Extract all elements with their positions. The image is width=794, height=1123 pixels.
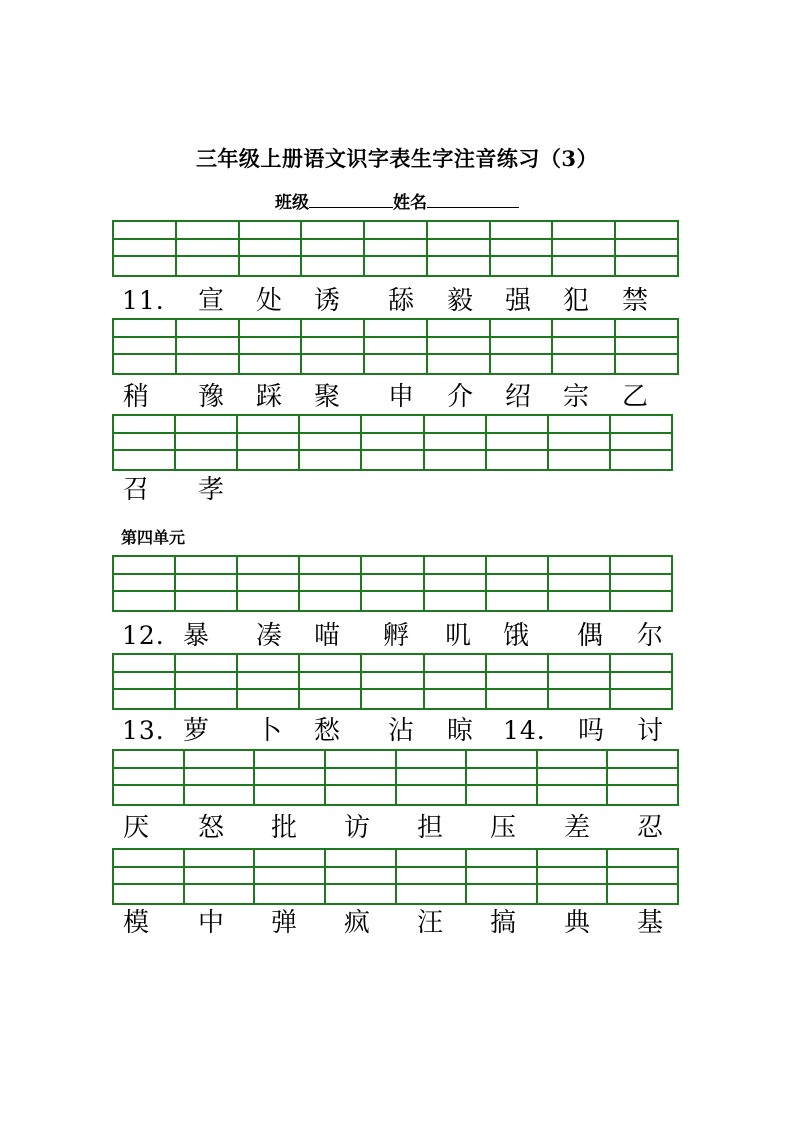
pinyin-cell[interactable] bbox=[253, 850, 324, 903]
character: 暴 bbox=[182, 621, 210, 651]
pinyin-cell[interactable] bbox=[551, 320, 614, 373]
character: 介 bbox=[446, 382, 474, 412]
pinyin-cell[interactable] bbox=[485, 655, 547, 708]
pinyin-grid-5[interactable] bbox=[112, 653, 673, 710]
pinyin-grid-3[interactable] bbox=[112, 414, 673, 471]
character: 怒 bbox=[197, 813, 225, 843]
pinyin-cell[interactable] bbox=[395, 850, 466, 903]
character: 中 bbox=[197, 908, 225, 938]
pinyin-cell[interactable] bbox=[114, 222, 175, 275]
pinyin-cell[interactable] bbox=[489, 222, 552, 275]
pinyin-cell[interactable] bbox=[253, 751, 324, 804]
character: 叽 bbox=[444, 621, 472, 651]
character: 讨 bbox=[636, 716, 664, 746]
pinyin-cell[interactable] bbox=[609, 655, 671, 708]
character: 踩 bbox=[255, 382, 283, 412]
pinyin-cell[interactable] bbox=[485, 416, 547, 469]
pinyin-cell[interactable] bbox=[236, 416, 298, 469]
pinyin-cell[interactable] bbox=[360, 655, 422, 708]
character: 基 bbox=[636, 908, 664, 938]
pinyin-cell[interactable] bbox=[363, 222, 426, 275]
character: 忍 bbox=[636, 813, 664, 843]
pinyin-cell[interactable] bbox=[614, 222, 677, 275]
character: 喵 bbox=[313, 621, 341, 651]
pinyin-cell[interactable] bbox=[547, 416, 609, 469]
row-number: 12. bbox=[122, 621, 165, 650]
pinyin-cell[interactable] bbox=[183, 850, 254, 903]
row-number: 13. bbox=[122, 716, 165, 745]
character: 稍 bbox=[122, 382, 150, 412]
row-number: 14. bbox=[503, 716, 546, 745]
character: 模 bbox=[122, 908, 150, 938]
row-number: 11. bbox=[122, 286, 165, 315]
character: 宣 bbox=[197, 286, 225, 316]
pinyin-cell[interactable] bbox=[360, 557, 422, 610]
pinyin-cell[interactable] bbox=[175, 222, 238, 275]
character: 批 bbox=[270, 813, 298, 843]
pinyin-cell[interactable] bbox=[114, 850, 183, 903]
pinyin-grid-1[interactable] bbox=[112, 220, 679, 277]
character: 疯 bbox=[343, 908, 371, 938]
pinyin-cell[interactable] bbox=[114, 416, 174, 469]
pinyin-cell[interactable] bbox=[547, 655, 609, 708]
pinyin-cell[interactable] bbox=[551, 222, 614, 275]
character: 申 bbox=[387, 382, 415, 412]
pinyin-cell[interactable] bbox=[300, 222, 363, 275]
pinyin-cell[interactable] bbox=[300, 320, 363, 373]
pinyin-cell[interactable] bbox=[238, 222, 301, 275]
pinyin-grid-4[interactable] bbox=[112, 555, 673, 612]
pinyin-cell[interactable] bbox=[363, 320, 426, 373]
pinyin-cell[interactable] bbox=[238, 320, 301, 373]
pinyin-cell[interactable] bbox=[423, 416, 485, 469]
character: 厌 bbox=[122, 813, 150, 843]
pinyin-cell[interactable] bbox=[465, 751, 536, 804]
pinyin-cell[interactable] bbox=[536, 850, 607, 903]
section-heading: 第四单元 bbox=[121, 528, 186, 547]
character: 卜 bbox=[255, 716, 283, 746]
character: 孝 bbox=[197, 475, 225, 505]
character: 萝 bbox=[182, 716, 210, 746]
pinyin-cell[interactable] bbox=[114, 655, 174, 708]
character: 弹 bbox=[270, 908, 298, 938]
pinyin-cell[interactable] bbox=[423, 655, 485, 708]
character: 尔 bbox=[636, 621, 664, 651]
pinyin-cell[interactable] bbox=[174, 416, 236, 469]
pinyin-cell[interactable] bbox=[485, 557, 547, 610]
character: 压 bbox=[489, 813, 517, 843]
pinyin-cell[interactable] bbox=[298, 557, 360, 610]
pinyin-cell[interactable] bbox=[324, 850, 395, 903]
pinyin-cell[interactable] bbox=[547, 557, 609, 610]
pinyin-cell[interactable] bbox=[536, 751, 607, 804]
character: 访 bbox=[343, 813, 371, 843]
pinyin-cell[interactable] bbox=[606, 751, 677, 804]
character: 豫 bbox=[197, 382, 225, 412]
character: 担 bbox=[416, 813, 444, 843]
character: 偶 bbox=[576, 621, 604, 651]
pinyin-cell[interactable] bbox=[298, 416, 360, 469]
pinyin-cell[interactable] bbox=[395, 751, 466, 804]
worksheet-title: 三年级上册语文识字表生字注音练习（3） bbox=[195, 146, 599, 171]
pinyin-cell[interactable] bbox=[606, 850, 677, 903]
pinyin-grid-6[interactable] bbox=[112, 749, 679, 806]
character: 聚 bbox=[313, 382, 341, 412]
pinyin-grid-7[interactable] bbox=[112, 848, 679, 905]
class-label: 班级 bbox=[275, 193, 309, 213]
pinyin-cell[interactable] bbox=[360, 416, 422, 469]
pinyin-cell[interactable] bbox=[174, 557, 236, 610]
student-info-row bbox=[0, 188, 794, 213]
character: 搞 bbox=[489, 908, 517, 938]
character: 饿 bbox=[502, 621, 530, 651]
character: 晾 bbox=[446, 716, 474, 746]
character: 毅 bbox=[446, 286, 474, 316]
character: 犯 bbox=[562, 286, 590, 316]
pinyin-grid-2[interactable] bbox=[112, 318, 679, 375]
pinyin-cell[interactable] bbox=[183, 751, 254, 804]
pinyin-cell[interactable] bbox=[114, 557, 174, 610]
character: 宗 bbox=[562, 382, 590, 412]
character: 愁 bbox=[313, 716, 341, 746]
pinyin-cell[interactable] bbox=[465, 850, 536, 903]
pinyin-cell[interactable] bbox=[174, 655, 236, 708]
pinyin-cell[interactable] bbox=[298, 655, 360, 708]
pinyin-cell[interactable] bbox=[175, 320, 238, 373]
character: 召 bbox=[122, 475, 150, 505]
pinyin-cell[interactable] bbox=[489, 320, 552, 373]
pinyin-cell[interactable] bbox=[236, 557, 298, 610]
character: 诱 bbox=[313, 286, 341, 316]
name-blank-field[interactable] bbox=[427, 192, 519, 208]
character: 处 bbox=[255, 286, 283, 316]
character: 乙 bbox=[621, 382, 649, 412]
character: 舔 bbox=[387, 286, 415, 316]
pinyin-cell[interactable] bbox=[426, 320, 489, 373]
character: 孵 bbox=[382, 621, 410, 651]
pinyin-cell[interactable] bbox=[423, 557, 485, 610]
character: 典 bbox=[563, 908, 591, 938]
character: 差 bbox=[563, 813, 591, 843]
pinyin-cell[interactable] bbox=[426, 222, 489, 275]
character: 强 bbox=[504, 286, 532, 316]
character: 汪 bbox=[416, 908, 444, 938]
name-label: 姓名 bbox=[393, 193, 427, 213]
character: 禁 bbox=[621, 286, 649, 316]
pinyin-cell[interactable] bbox=[114, 751, 183, 804]
pinyin-cell[interactable] bbox=[614, 320, 677, 373]
pinyin-cell[interactable] bbox=[609, 416, 671, 469]
pinyin-cell[interactable] bbox=[236, 655, 298, 708]
character: 沾 bbox=[387, 716, 415, 746]
character: 吗 bbox=[577, 716, 605, 746]
pinyin-cell[interactable] bbox=[609, 557, 671, 610]
character: 绍 bbox=[504, 382, 532, 412]
character: 凑 bbox=[255, 621, 283, 651]
class-blank-field[interactable] bbox=[309, 192, 393, 208]
pinyin-cell[interactable] bbox=[324, 751, 395, 804]
pinyin-cell[interactable] bbox=[114, 320, 175, 373]
